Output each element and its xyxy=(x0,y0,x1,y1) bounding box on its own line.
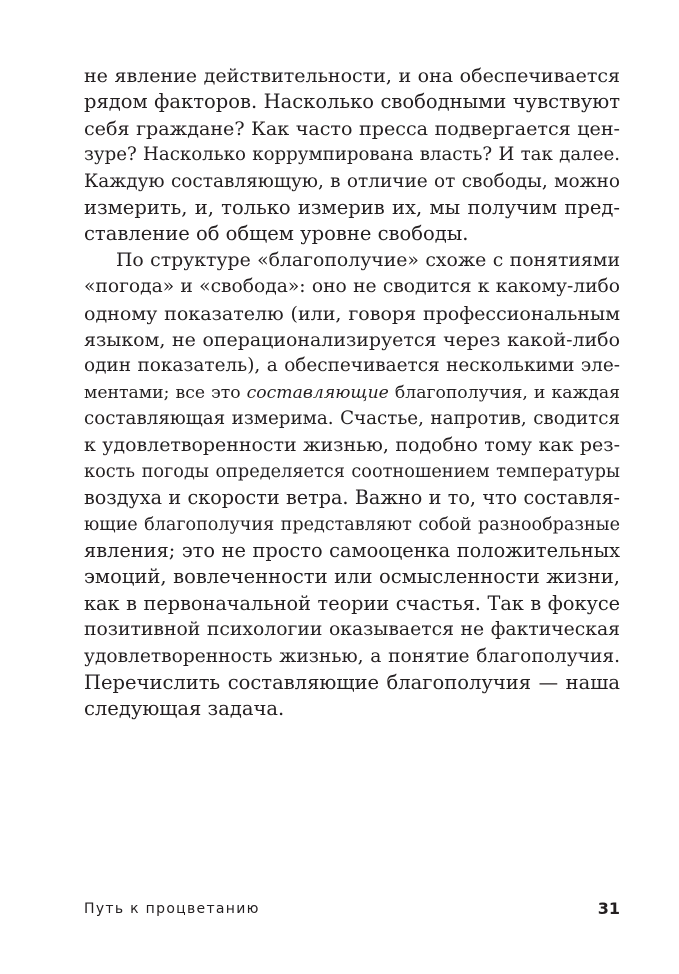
running-footer-title: Путь к процветанию xyxy=(84,901,260,917)
text-line: ющие благополучия представляют собой разнообразные xyxy=(84,514,620,535)
text-segment: ментами; все это xyxy=(84,382,247,403)
text-segment: благополучия, и каждая xyxy=(388,382,620,403)
text-line: одному показателю (или, говоря профессиональным xyxy=(84,302,620,325)
text-line: языком, не операционализируется через какой-либо xyxy=(84,328,620,351)
text-line: удовлетворенность жизнью, а понятие благополучия. xyxy=(84,645,620,667)
text-line: себя граждане? Как часто пресса подвергается цен- xyxy=(84,117,620,140)
page-number: 31 xyxy=(597,899,620,918)
text-line: «погода» и «свобода»: оно не сводится к какому-либо xyxy=(84,276,620,298)
text-line: эмоций, вовлеченности или осмысленности жизни, xyxy=(84,565,620,589)
text-line: к удовлетворенности жизнью, подобно тому как рез- xyxy=(84,434,620,457)
body-text xyxy=(84,63,620,723)
text-line: измерить, и, только измерив их, мы получим пред- xyxy=(84,195,620,219)
text-line: следующая задача. xyxy=(84,697,285,721)
text-line: рядом факторов. Насколько свободными чувствуют xyxy=(84,90,620,114)
text-line: не явление действительности, и она обеспечивается xyxy=(84,65,620,87)
text-line: ставление об общем уровне свободы. xyxy=(84,222,469,246)
text-line: позитивной психологии оказывается не фактическая xyxy=(84,619,620,641)
text-line xyxy=(84,380,620,406)
text-line: как в первоначальной теории счастья. Так в фокусе xyxy=(84,591,620,615)
text-line: составляющая измерима. Счастье, напротив, сводится xyxy=(84,408,620,430)
text-line: один показатель), а обеспечивается несколькими эле- xyxy=(84,355,620,377)
text-line: явления; это не просто самооценка положительных xyxy=(84,539,620,563)
text-line: Перечислить составляющие благополучия — наша xyxy=(84,670,620,694)
text-line: воздуха и скорости ветра. Важно и то, что составля- xyxy=(84,486,620,510)
text-line: зуре? Насколько коррумпирована власть? И так далее. xyxy=(84,144,620,166)
paragraph-2 xyxy=(84,248,620,723)
text-line: Каждую составляющую, в отличие от свободы, можно xyxy=(84,170,620,192)
text-line: По структуре «благополучие» схоже с понятиями xyxy=(116,249,620,271)
emphasis-text: составляющие xyxy=(246,382,389,403)
text-line: кость погоды определяется соотношением температуры xyxy=(84,461,620,482)
paragraph-1 xyxy=(84,63,620,248)
